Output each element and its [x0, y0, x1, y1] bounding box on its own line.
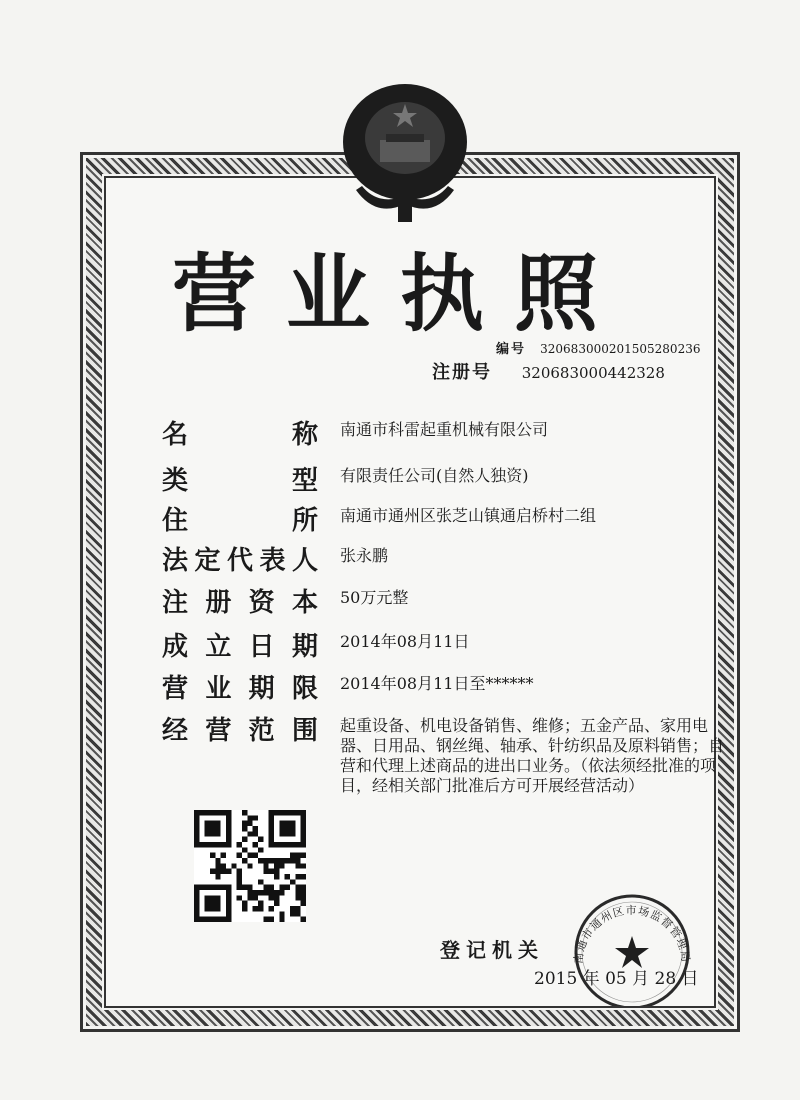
issue-date: 2015 年 05 月 28 日 — [534, 969, 699, 989]
registration-authority-label: 登记机关 — [440, 938, 544, 962]
field-value: 有限责任公司(自然人独资) — [340, 466, 529, 485]
field-value: 张永鹏 — [340, 546, 389, 565]
star-icon — [615, 936, 649, 968]
footer-strip — [100, 1036, 780, 1050]
registration-number-value: 320683000442328 — [521, 364, 665, 382]
qr-code — [194, 810, 306, 922]
field-label: 注 册 资 本 — [162, 588, 318, 618]
national-emblem-icon — [336, 78, 474, 230]
official-seal — [566, 886, 698, 1006]
serial-number-label: 编号 — [496, 342, 527, 357]
field-value: 2014年08月11日 — [340, 632, 470, 651]
serial-number-row — [496, 338, 700, 357]
field-label: 类 型 — [162, 466, 318, 496]
registration-number-label: 注册号 — [432, 362, 492, 383]
serial-number-value: 320683000201505280236 — [540, 342, 701, 356]
field-label: 法 定 代 表 人 — [162, 546, 318, 576]
field-label: 成 立 日 期 — [162, 632, 318, 662]
field-label: 经 营 范 围 — [162, 716, 318, 746]
field-label: 住 所 — [162, 506, 318, 536]
field-value: 2014年08月11日至****** — [340, 674, 534, 693]
field-label: 营 业 期 限 — [162, 674, 318, 704]
field-value: 50万元整 — [340, 588, 409, 607]
field-value: 起重设备、机电设备销售、维修；五金产品、家用电器、日用品、钢丝绳、轴承、针纺织品及原料销售；自营和代理上述商品的进出口业务。（依法须经批准的项目，经相关部门批准后方可开展经营活动） — [340, 716, 725, 795]
field-label: 名 称 — [162, 420, 318, 450]
seal-text: 南通市通州区市场监督管理局 — [571, 903, 693, 965]
field-value: 南通市科雷起重机械有限公司 — [340, 420, 549, 439]
license-title: 营业执照 — [171, 245, 628, 343]
registration-number-row — [432, 358, 665, 384]
field-value: 南通市通州区张芝山镇通启桥村二组 — [340, 506, 597, 525]
